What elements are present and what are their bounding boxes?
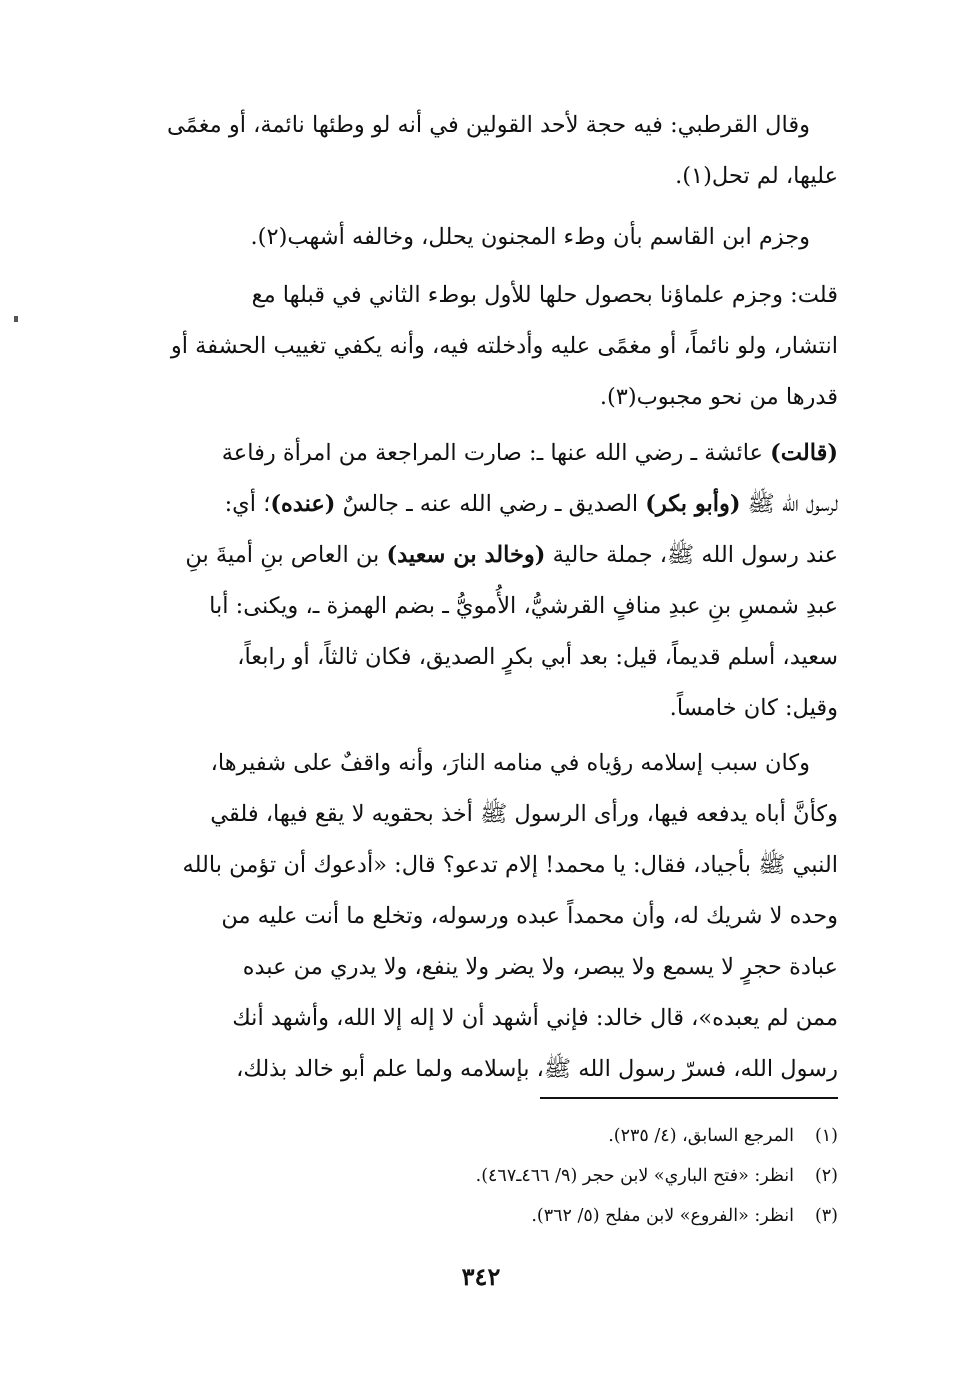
- matn-quote: (عنده): [270, 491, 336, 517]
- footnote-number: (٣): [814, 1206, 838, 1226]
- footnote-item: [300, 1116, 838, 1156]
- text-line: وكأنَّ أباه يدفعه فيها، ورأى الرسول ﷺ أخذ بحقويه لا يقع فيها، فلقي: [210, 801, 838, 827]
- text-line: وقال القرطبي: فيه حجة لأحد القولين في أنه لو وطئها نائمة، أو مغمًى: [167, 112, 810, 138]
- text-line: [118, 428, 838, 479]
- paragraph-ibn-qasim: [118, 212, 838, 263]
- text-line: وكان سبب إسلامه رؤياه في منامه النارَ، وأنه واقفٌ على شفيرها،: [210, 750, 810, 776]
- footnote-item: [300, 1196, 838, 1236]
- paragraph-qurtubi: [118, 100, 838, 202]
- paragraph-qultu: [118, 270, 838, 423]
- text-span: عائشة ـ رضي الله عنها ـ: صارت المراجعة من امرأة رفاعة: [221, 440, 763, 466]
- footnote-text: المرجع السابق، (٤/ ٢٣٥).: [608, 1126, 794, 1146]
- text-span: لرسول الله ﷺ: [747, 491, 838, 517]
- text-line: عبادة حجرٍ لا يسمع ولا يبصر، ولا يضر ولا ينفع، ولا يدري من عبده: [242, 954, 838, 980]
- text-line: ممن لم يعبده»، قال خالد: فإني أشهد أن لا إله إلا الله، وأشهد أنك: [232, 1005, 838, 1031]
- footnote-text: انظر: «الفروع» لابن مفلح (٥/ ٣٦٢).: [531, 1206, 794, 1226]
- text-line: قلت: وجزم علماؤنا بحصول حلها للأول بوطء الثاني في قبلها مع: [251, 282, 838, 308]
- text-span: بن العاص بنِ أميةَ بنِ: [185, 542, 380, 568]
- text-line: عليها، لم تحل(١).: [675, 163, 838, 189]
- text-line: النبي ﷺ بأجياد، فقال: يا محمد! إلام تدعو؟ قال: «أدعوك أن تؤمن بالله: [182, 852, 838, 878]
- footnote-number: (١): [814, 1126, 838, 1146]
- text-span: ؛ أي:: [224, 491, 271, 517]
- footnote-item: [300, 1156, 838, 1196]
- footnote-text: انظر: «فتح الباري» لابن حجر (٩/ ٤٦٦ـ٤٦٧).: [475, 1166, 794, 1186]
- text-span: الصديق ـ رضي الله عنه ـ جالسٌ: [342, 491, 639, 517]
- text-span: عند رسول الله ﷺ، جملة حالية: [552, 542, 838, 568]
- text-line: عبدِ شمسِ بنِ عبدِ منافٍ القرشيُّ، الأُمويُّ ـ بضم الهمزة ـ، ويكنى: أبا: [209, 593, 838, 619]
- text-line: وقيل: كان خامساً.: [669, 695, 838, 721]
- text-line: سعيد، أسلم قديماً، قيل: بعد أبي بكرٍ الصديق، فكان ثالثاً، أو رابعاً،: [237, 644, 838, 670]
- text-line: وجزم ابن القاسم بأن وطء المجنون يحلل، وخالفه أشهب(٢).: [250, 224, 810, 250]
- scan-mark: [14, 316, 18, 322]
- text-line: رسول الله، فسرّ رسول الله ﷺ، بإسلامه ولما علم أبو خالد بذلك،: [236, 1056, 838, 1082]
- footnote-divider: [540, 1097, 838, 1099]
- text-line: [118, 479, 838, 530]
- paragraph-aisha: [118, 428, 838, 734]
- matn-quote: (وأبو بكر): [645, 491, 741, 517]
- footnotes: [300, 1116, 838, 1236]
- footnote-number: (٢): [814, 1166, 838, 1186]
- text-line: وحده لا شريك له، وأن محمداً عبده ورسوله، وتخلع ما أنت عليه من: [221, 903, 838, 929]
- matn-quote: (قالت): [770, 440, 838, 466]
- text-line: قدرها من نحو مجبوب(٣).: [599, 384, 838, 410]
- text-line: [118, 530, 838, 581]
- text-line: انتشار، ولو نائماً، أو مغمًى عليه وأدخلته فيه، وأنه يكفي تغييب الحشفة أو: [170, 333, 838, 359]
- paragraph-islam-story: [118, 738, 838, 1095]
- page-number: ٣٤٢: [461, 1262, 501, 1291]
- matn-quote: (وخالد بن سعيد): [386, 542, 546, 568]
